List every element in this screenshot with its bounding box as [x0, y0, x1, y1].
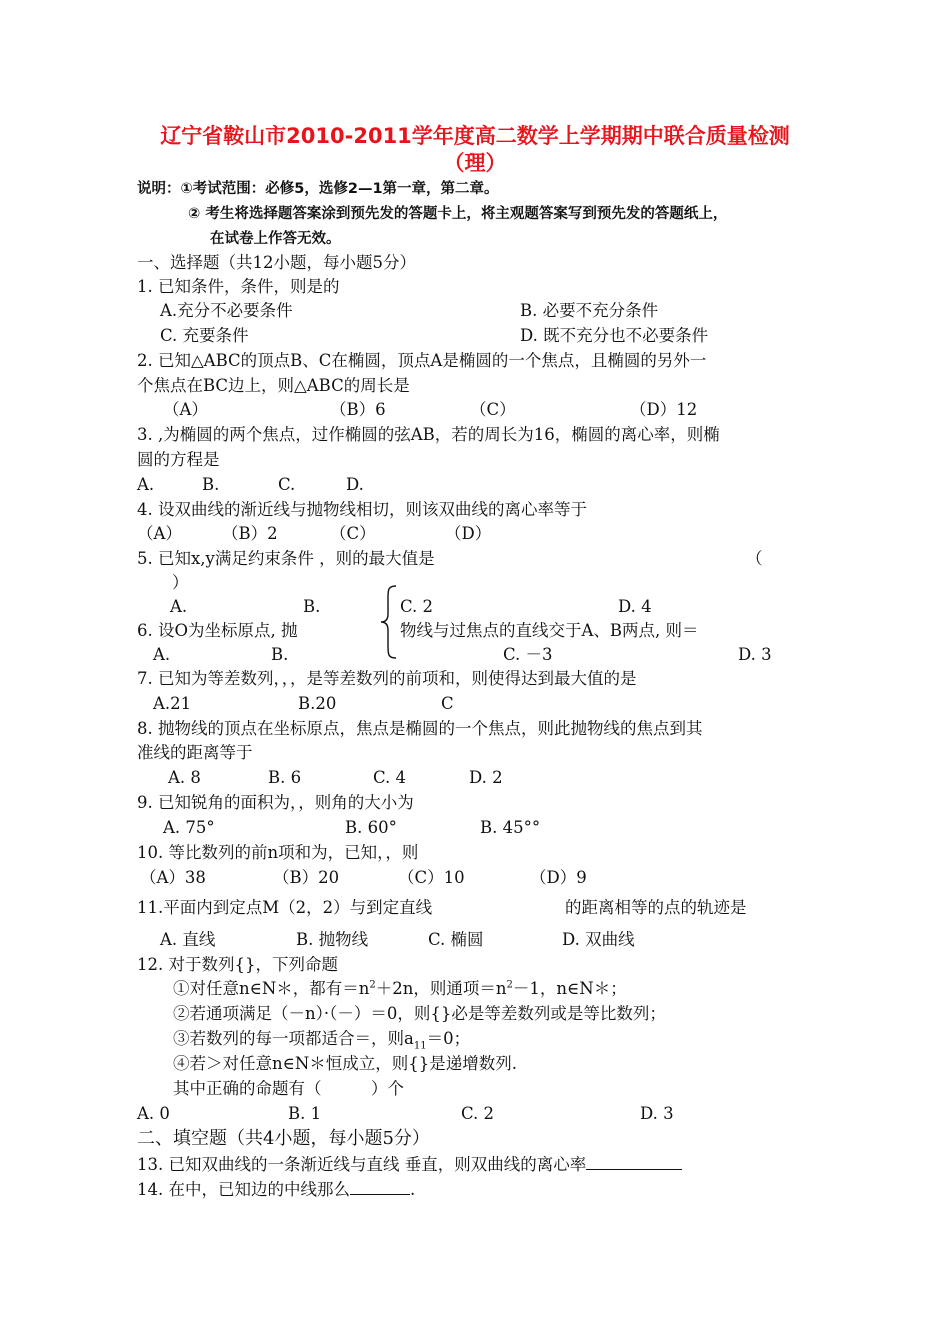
- q3-option-b: B.: [202, 475, 220, 494]
- q12-item-4: ④若＞对任意n∈N＊恒成立，则{}是递增数列.: [173, 1054, 518, 1073]
- q9-option-c: B. 45°°: [480, 818, 541, 837]
- q3-stem-line-2: 圆的方程是: [137, 450, 220, 469]
- q3-option-c: C.: [278, 475, 296, 494]
- q5-option-b: B.: [303, 597, 321, 616]
- q14-line: [137, 1178, 415, 1201]
- q2-option-b: （B）6: [330, 400, 386, 419]
- q8-stem-line-2: 准线的距离等于: [137, 743, 253, 762]
- q5-stem: 5. 已知x,y满足约束条件 ，则的最大值是: [137, 549, 435, 568]
- left-brace-icon: [378, 584, 400, 660]
- q10-option-c: （C）10: [398, 868, 465, 887]
- q13-line: [137, 1153, 682, 1176]
- q6-stem-right: 物线与过焦点的直线交于A、B两点, 则＝: [400, 621, 699, 640]
- q11-option-c: C. 椭圆: [428, 930, 484, 949]
- q12-item-1-exp-1: 2: [369, 979, 376, 991]
- q6-option-c: C. －3: [503, 645, 553, 664]
- q6-stem-left: 6. 设O为坐标原点, 抛: [137, 621, 298, 640]
- notes-line-2: ② 考生将选择题答案涂到预先发的答题卡上，将主观题答案写到预先发的答题纸上，: [188, 206, 728, 222]
- q4-option-d: （D）: [445, 524, 492, 543]
- q3-option-a: A.: [137, 475, 155, 494]
- q10-stem: 10. 等比数列的前n项和为，已知，，则: [137, 843, 419, 862]
- q2-option-c: （C）: [470, 400, 516, 419]
- q12-item-1-part-e: －1，n∈N＊；: [512, 979, 627, 998]
- q12-item-3-part-c: ＝0；: [426, 1029, 471, 1048]
- q1-stem: 1. 已知条件，条件，则是的: [137, 277, 340, 296]
- q12-option-c: C. 2: [461, 1104, 495, 1123]
- q1-option-b: B. 必要不充分条件: [520, 301, 659, 320]
- q10-option-a: （A）38: [140, 868, 206, 887]
- q6-option-d: D. 3: [738, 645, 772, 664]
- q2-stem-line-1: 2. 已知△ABC的顶点B、C在椭圆，顶点A是椭圆的一个焦点，且椭圆的另外一: [137, 351, 707, 370]
- q4-stem: 4. 设双曲线的渐近线与抛物线相切，则该双曲线的离心率等于: [137, 500, 587, 519]
- q10-option-d: （D）9: [530, 868, 587, 887]
- q12-item-1-exp-2: 2: [506, 979, 513, 991]
- q12-item-2: ②若通项满足（－n）·（－）＝0，则{}必是等差数列或是等比数列；: [173, 1004, 666, 1023]
- q9-option-b: B. 60°: [345, 818, 397, 837]
- q7-option-c: C: [441, 694, 454, 713]
- q11-option-a: A. 直线: [160, 930, 216, 949]
- q8-option-d: D. 2: [469, 768, 503, 787]
- q4-option-c: （C）: [330, 524, 376, 543]
- q3-option-d: D.: [346, 475, 364, 494]
- q12-option-d: D. 3: [640, 1104, 674, 1123]
- q10-option-b: （B）20: [273, 868, 340, 887]
- q14-tail: .: [410, 1180, 416, 1199]
- q2-option-d: （D）12: [630, 400, 698, 419]
- q6-option-a: A.: [153, 645, 171, 664]
- q4-option-b: （B）2: [222, 524, 278, 543]
- q11-stem-right: 的距离相等的点的轨迹是: [565, 898, 747, 917]
- q8-stem-line-1: 8. 抛物线的顶点在坐标原点，焦点是椭圆的一个焦点，则此抛物线的焦点到其: [137, 719, 703, 738]
- q9-option-a: A. 75°: [163, 818, 215, 837]
- q11-stem-left: 11.平面内到定点M（2，2）与到定直线: [137, 898, 433, 917]
- q4-option-a: （A）: [137, 524, 182, 543]
- q12-option-b: B. 1: [288, 1104, 322, 1123]
- q12-item-1: [173, 978, 627, 1000]
- exam-title: 辽宁省鞍山市2010-2011学年度高二数学上学期期中联合质量检测: [160, 124, 790, 148]
- q2-stem-line-2: 个焦点在BC边上，则△ABC的周长是: [137, 376, 410, 395]
- q5-option-c: C. 2: [400, 597, 434, 616]
- q12-item-1-part-c: ＋2n，则通项＝n: [375, 979, 507, 998]
- q5-paren-close: ）: [172, 573, 189, 592]
- q14-answer-blank: [350, 1178, 410, 1195]
- q7-option-a: A.21: [153, 694, 192, 713]
- q6-option-b: B.: [271, 645, 289, 664]
- q7-option-b: B.20: [298, 694, 337, 713]
- q12-item-1-part-a: ①对任意n∈N＊，都有＝n: [173, 979, 370, 998]
- q9-stem: 9. 已知锐角的面积为，，则角的大小为: [137, 793, 414, 812]
- q12-item-3-sub: 11: [413, 1040, 427, 1052]
- q7-stem: 7. 已知为等差数列，，，是等差数列的前项和，则使得达到最大值的是: [137, 669, 637, 688]
- notes-line-1: [137, 178, 499, 200]
- q12-item-3-part-a: ③若数列的每一项都适合＝，则a: [173, 1029, 414, 1048]
- q5-option-d: D. 4: [618, 597, 652, 616]
- q12-option-a: A. 0: [137, 1104, 170, 1123]
- q8-option-a: A. 8: [168, 768, 201, 787]
- q5-paren-open: （: [746, 549, 763, 568]
- exam-subtitle: （理）: [443, 151, 507, 175]
- q2-option-a: （A）: [163, 400, 208, 419]
- q3-stem-line-1: 3. ,为椭圆的两个焦点，过作椭圆的弦AB，若的周长为16，椭圆的离心率，则椭: [137, 425, 720, 444]
- q8-option-b: B. 6: [268, 768, 302, 787]
- q1-option-d: D. 既不充分也不必要条件: [520, 326, 709, 345]
- notes-label: 说明：: [137, 181, 181, 197]
- q1-option-c: C. 充要条件: [160, 326, 249, 345]
- q12-item-3: [173, 1028, 470, 1050]
- section-2-heading: 二、填空题（共4小题，每小题5分）: [137, 1128, 430, 1149]
- q14-stem: 14. 在中，已知边的中线那么: [137, 1180, 350, 1199]
- q11-option-b: B. 抛物线: [296, 930, 369, 949]
- q13-stem: 13. 已知双曲线的一条渐近线与直线 垂直，则双曲线的离心率: [137, 1155, 587, 1174]
- q13-answer-blank: [586, 1153, 682, 1170]
- q1-option-a: A.充分不必要条件: [160, 301, 293, 320]
- notes-line-3: 在试卷上作答无效。: [210, 231, 341, 247]
- q5-option-a: A.: [170, 597, 188, 616]
- q11-option-d: D. 双曲线: [562, 930, 635, 949]
- q8-option-c: C. 4: [373, 768, 407, 787]
- section-1-heading: 一、选择题（共12小题，每小题5分）: [137, 253, 416, 272]
- q12-question: 其中正确的命题有（ ）个: [173, 1079, 404, 1098]
- q12-stem: 12. 对于数列{}，下列命题: [137, 955, 338, 974]
- notes-text-1: ①考试范围：必修5，选修2—1第一章，第二章。: [180, 181, 499, 197]
